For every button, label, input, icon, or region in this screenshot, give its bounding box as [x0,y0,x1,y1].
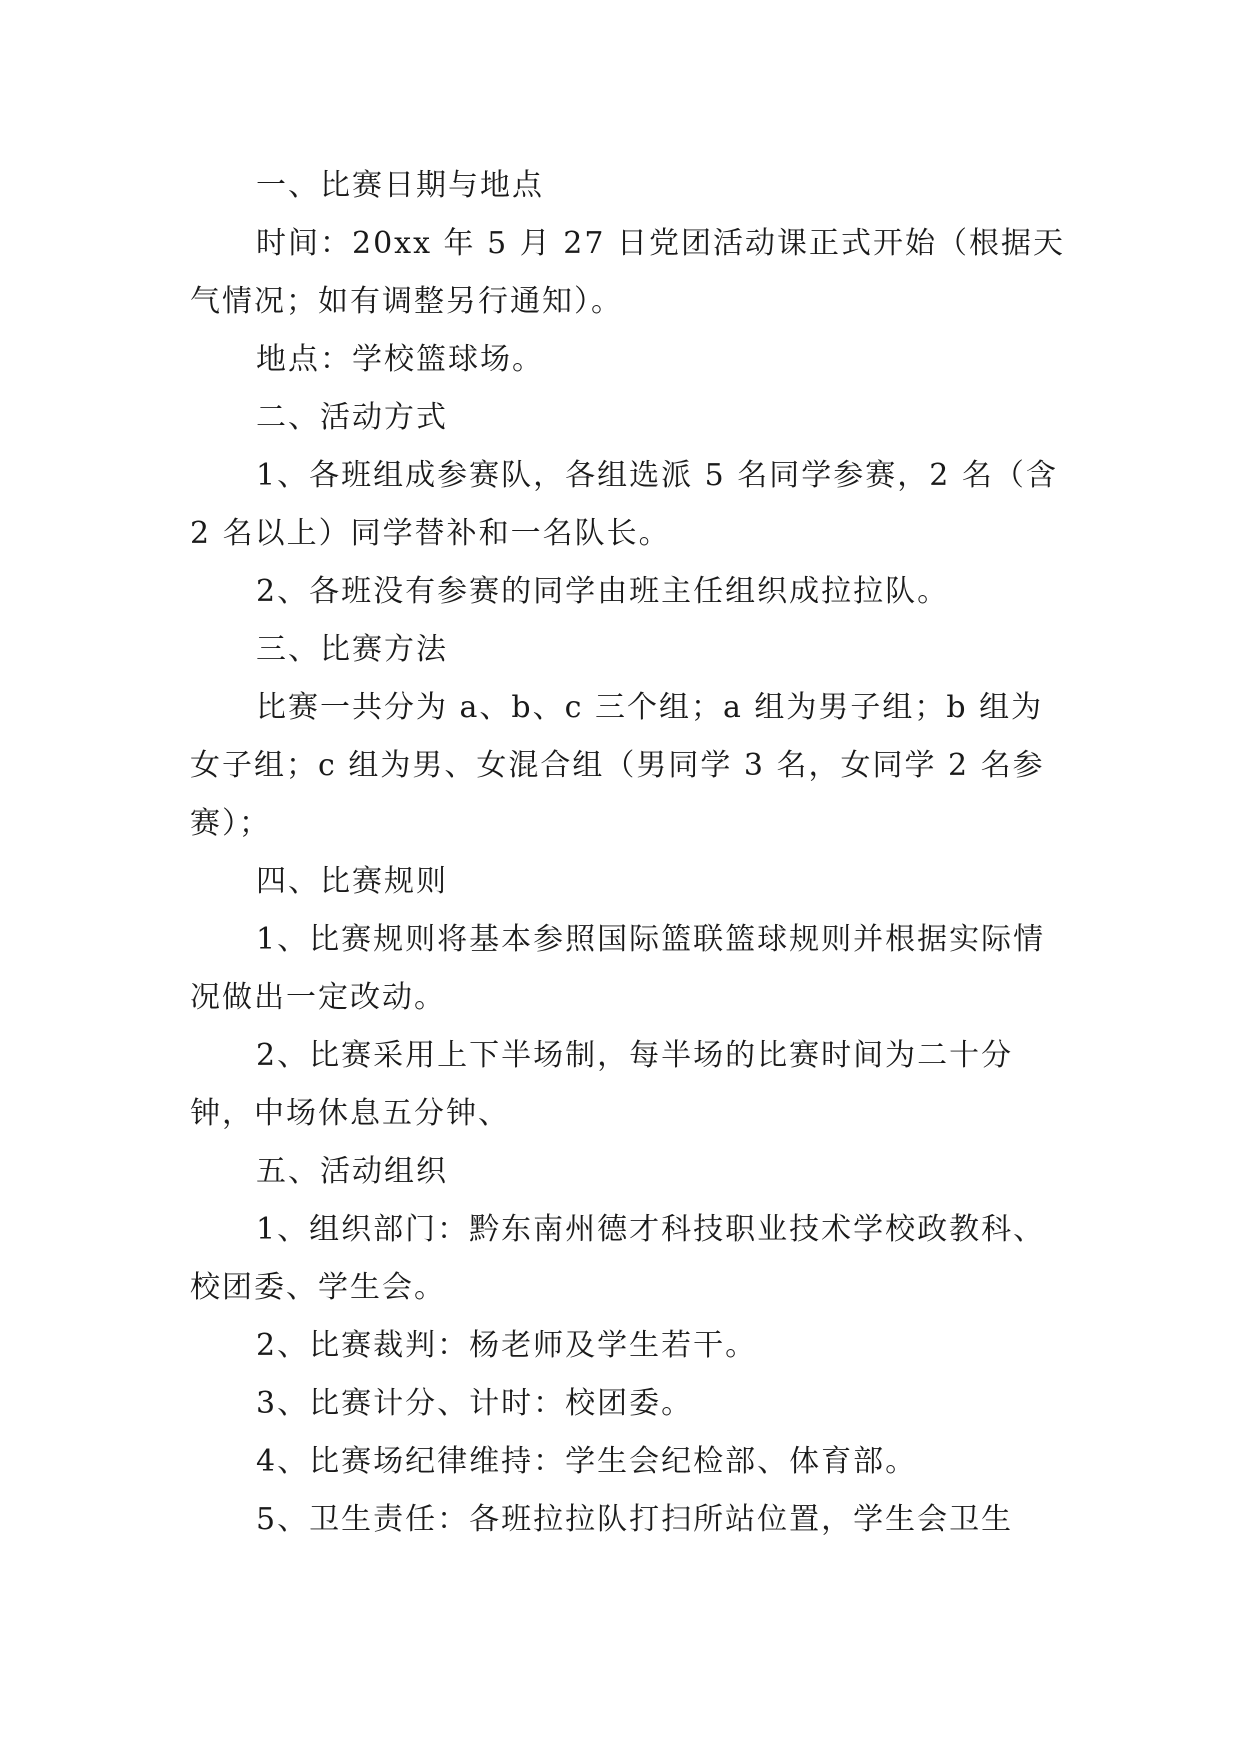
paragraph-cheer-team: 2、各班没有参赛的同学由班主任组织成拉拉队。 [256,574,950,609]
paragraph-organizer: 1、组织部门：黔东南州德才科技职业技术学校政教科、校团委、学生会。 [190,1212,1046,1305]
paragraph-discipline: 4、比赛场纪律维持：学生会纪检部、体育部。 [256,1444,918,1479]
section-heading-rules: 四、比赛规则 [256,864,448,899]
paragraph-location: 地点：学校篮球场。 [256,342,544,377]
section-heading-competition-method: 三、比赛方法 [256,632,448,667]
section-heading-date-location: 一、比赛日期与地点 [256,168,544,203]
paragraph-rule-halves: 2、比赛采用上下半场制，每半场的比赛时间为二十分钟，中场休息五分钟、 [190,1038,1014,1131]
paragraph-groups: 比赛一共分为 a、b、c 三个组；a 组为男子组；b 组为女子组；c 组为男、女混合组（男同学 3 名，女同学 2 名参赛）； [190,690,1045,841]
document-body [190,157,1070,1549]
paragraph-referee: 2、比赛裁判：杨老师及学生若干。 [256,1328,758,1363]
section-heading-organization: 五、活动组织 [256,1154,448,1189]
section-heading-activity-format: 二、活动方式 [256,400,448,435]
paragraph-scoring: 3、比赛计分、计时：校团委。 [256,1386,694,1421]
paragraph-team-formation: 1、各班组成参赛队，各组选派 5 名同学参赛，2 名（含 2 名以上）同学替补和一名队长。 [190,458,1058,551]
paragraph-rule-fiba: 1、比赛规则将基本参照国际篮联篮球规则并根据实际情况做出一定改动。 [190,922,1046,1015]
paragraph-hygiene: 5、卫生责任：各班拉拉队打扫所站位置，学生会卫生 [256,1502,1014,1537]
paragraph-time: 时间：20xx 年 5 月 27 日党团活动课正式开始（根据天气情况；如有调整另行通知）。 [190,226,1065,319]
